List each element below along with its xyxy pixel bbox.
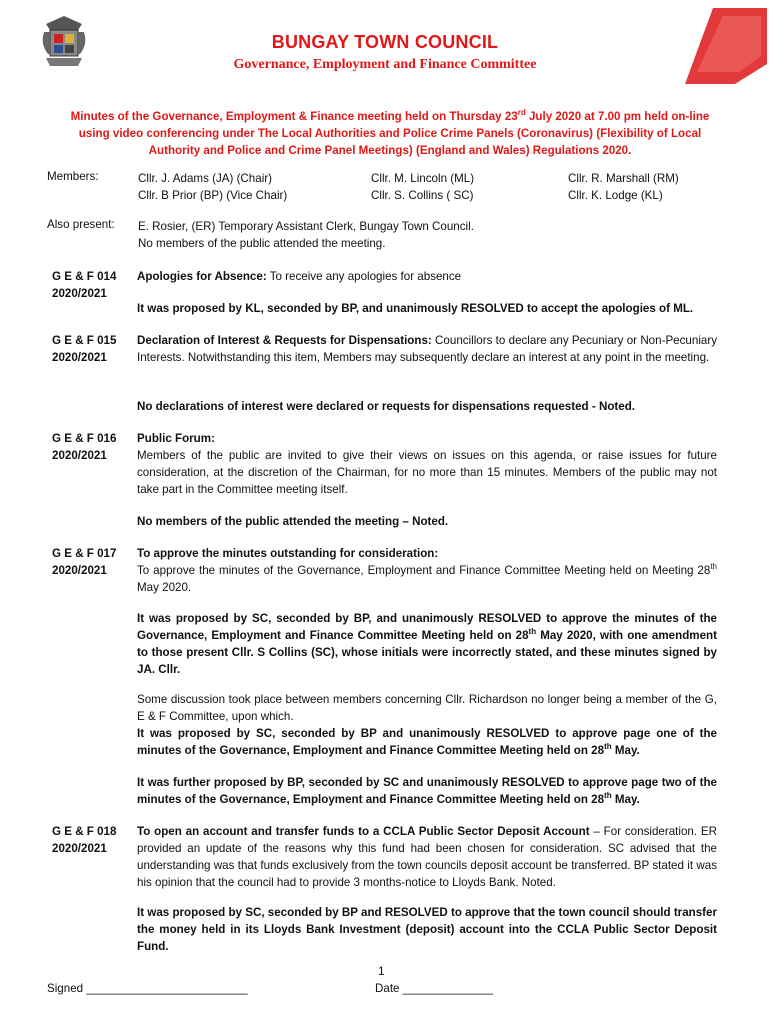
item-016-ref: G E & F 016 2020/2021	[52, 432, 117, 462]
item-014-ref: G E & F 014 2020/2021	[52, 270, 117, 300]
item-015-text: Declaration of Interest & Requests for Dispensations: Councillors to declare any Pecuniary or Non-Pecuniary Interests. Notwithstanding this item, Members may subsequently declare an interest at any point in the meeting.	[137, 334, 717, 364]
item-014-text: Apologies for Absence: To receive any apologies for absence	[137, 270, 462, 283]
page-subtitle: Governance, Employment and Finance Committee	[233, 57, 537, 72]
item-018-ref: G E & F 018 2020/2021	[52, 825, 117, 855]
members-col-3: Cllr. R. Marshall (RM) Cllr. K. Lodge (KL)	[568, 172, 679, 202]
item-017-text: To approve the minutes outstanding for consideration: To approve the minutes of the Governance, Employment and Finance Committee Meeting held on Meeting 28th May 2020.	[137, 547, 717, 594]
item-017-ref: G E & F 017 2020/2021	[52, 547, 117, 577]
item-017-resolution-3: It was further proposed by BP, seconded by SC and unanimously RESOLVED to approve page two of the minutes of the Governance, Employment and Finance Committee Meeting held on 28th May.	[137, 776, 717, 806]
members-col-1: Cllr. J. Adams (JA) (Chair) Cllr. B Prior (BP) (Vice Chair)	[138, 172, 288, 202]
page-number: 1	[378, 964, 385, 978]
meeting-intro: Minutes of the Governance, Employment & Finance meeting held on Thursday 23rd July 2020 at 7.00 pm held on-line using video conferencing under The Local Authorities and Police Crime Panels (Coronavirus) (Flexibility of Local Authority and Police and Crime Panel Meetings) (England and Wales) Regulations 2020.	[70, 108, 710, 157]
members-col-2: Cllr. M. Lincoln (ML) Cllr. S. Collins ( SC)	[371, 172, 475, 202]
item-018-resolution: It was proposed by SC, seconded by BP and RESOLVED to approve that the town council should transfer the money held in its Lloyds Bank Investment (deposit) account into the CCLA Public Sector Deposit Fund.	[137, 906, 717, 953]
date-line: Date ______________	[375, 982, 493, 995]
item-018-text: To open an account and transfer funds to a CCLA Public Sector Deposit Account – For consideration. ER provided an update of the reasons why this fund had been chosen for consideration. SC advised that the understanding was that funds exclusively from the town councils deposit account be transferred. BP stated it was his opinion that the council had to provide 3 months-notice to Lloyds Bank. Noted.	[137, 825, 717, 889]
members-label: Members:	[47, 170, 99, 183]
item-016-resolution: No members of the public attended the meeting – Noted.	[137, 515, 449, 528]
item-017-resolution-1: It was proposed by SC, seconded by BP, and unanimously RESOLVED to approve the minutes of the Governance, Employment and Finance Committee Meeting held on 28th May 2020, with one amendment to those present Cllr. S Collins (SC), whose initials were incorrectly stated, and these minutes signed by JA. Cllr.	[137, 612, 717, 676]
also-present-label: Also present:	[47, 218, 115, 231]
page-title: BUNGAY TOWN COUNCIL	[271, 32, 499, 52]
item-017-resolution-2: It was proposed by SC, seconded by BP and unanimously RESOLVED to approve page one of the minutes of the Governance, Employment and Finance Committee Meeting held on 28th May.	[137, 727, 717, 757]
signed-line: Signed _________________________	[47, 982, 248, 995]
also-present-list: E. Rosier, (ER) Temporary Assistant Clerk, Bungay Town Council. No members of the public attended the meeting.	[138, 220, 474, 250]
item-014-resolution: It was proposed by KL, seconded by BP, and unanimously RESOLVED to accept the apologies of ML.	[137, 302, 694, 315]
item-015-ref: G E & F 015 2020/2021	[52, 334, 117, 364]
item-017-discussion: Some discussion took place between members concerning Cllr. Richardson no longer being a member of the G, E & F Committee, upon which.	[137, 693, 717, 723]
item-015-resolution: No declarations of interest were declared or requests for dispensations requested - Noted.	[137, 400, 636, 413]
item-016-text: Public Forum: Members of the public are invited to give their views on issues on this agenda, or raise issues for future consideration, at the discretion of the Chairman, for no more than 15 minutes. Members of the public may not take part in the Committee meeting itself.	[137, 432, 717, 496]
